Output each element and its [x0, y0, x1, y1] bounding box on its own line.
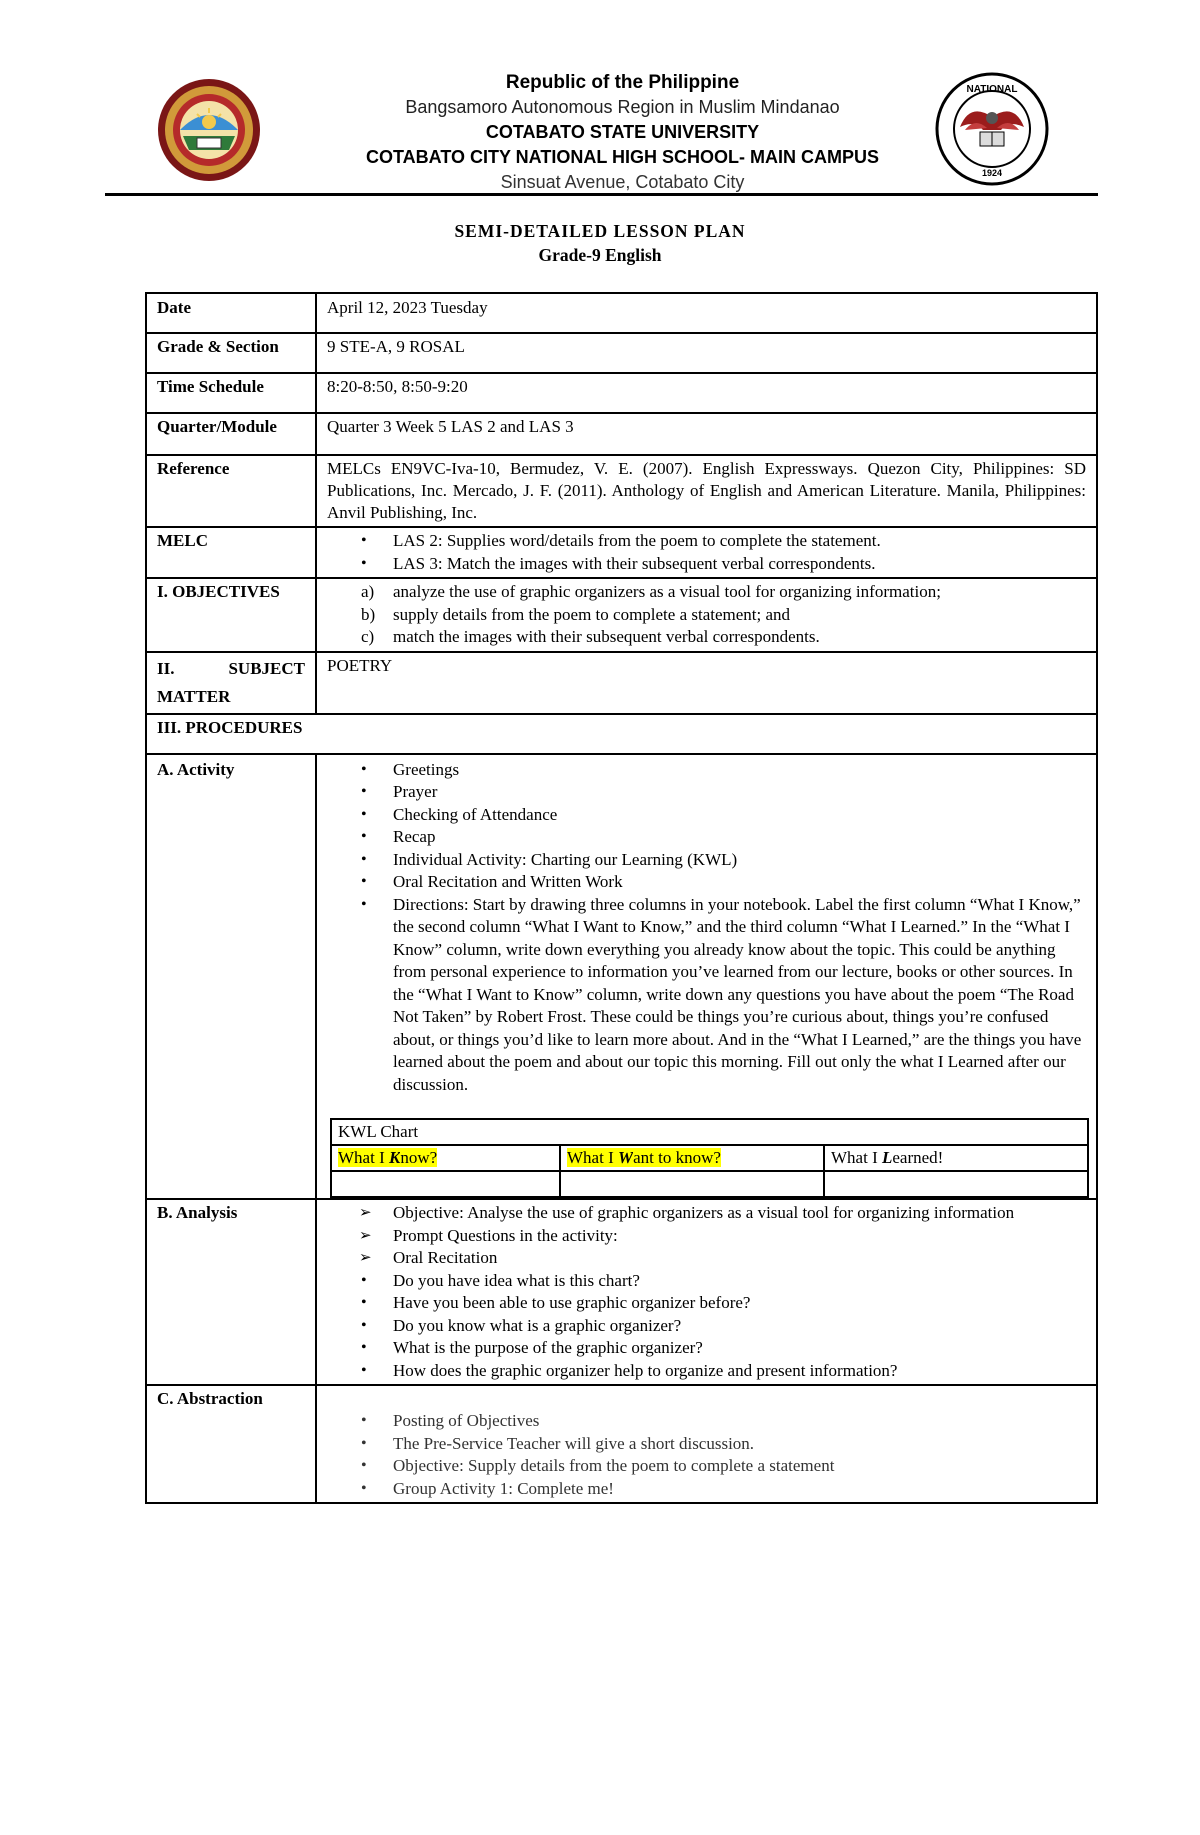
analysis-arrow-item: ➢ Oral Recitation [393, 1247, 1086, 1270]
logo-top-text: NATIONAL [966, 84, 1018, 95]
abstraction-label: C. Abstraction [146, 1385, 316, 1503]
analysis-label: B. Analysis [146, 1199, 316, 1385]
analysis-question: • Do you know what is a graphic organizer? [393, 1315, 1086, 1338]
kwl-col-know [331, 1145, 560, 1171]
analysis-question: • Do you have idea what is this chart? [393, 1270, 1086, 1293]
kwl-col-learned-part: What I [831, 1148, 882, 1167]
analysis-question: • How does the graphic organizer help to organize and present information? [393, 1360, 1086, 1383]
document-subtitle: Grade-9 English [538, 245, 662, 265]
objective-marker: a) [361, 582, 375, 601]
activity-item: • Individual Activity: Charting our Learning (KWL) [393, 849, 1086, 872]
analysis-question: • What is the purpose of the graphic organizer? [393, 1337, 1086, 1360]
objective-marker: b) [361, 604, 376, 624]
grade-label: Grade & Section [146, 333, 316, 373]
kwl-col-want-letter: W [617, 1148, 634, 1167]
time-label: Time Schedule [146, 373, 316, 413]
kwl-col-want [560, 1145, 824, 1171]
objective-marker: c) [361, 627, 375, 646]
subject-label-part: MATTER [157, 686, 231, 706]
melc-item: • LAS 3: Match the images with their subsequent verbal correspondents. [393, 553, 1086, 576]
lesson-plan-table [145, 292, 1098, 1504]
kwl-col-learned-part: earned! [892, 1148, 944, 1167]
melc-list [327, 530, 1086, 575]
abstraction-item: • Objective: Supply details from the poem to complete a statement [393, 1455, 1086, 1478]
activity-item: • Greetings [393, 759, 1086, 782]
row-subject-matter [146, 652, 1097, 714]
activity-item: • Checking of Attendance [393, 804, 1086, 827]
subject-value: POETRY [316, 652, 1097, 714]
date-label: Date [146, 293, 316, 333]
time-value: 8:20-8:50, 8:50-9:20 [316, 373, 1097, 413]
kwl-col-want-part: ant to know? [633, 1148, 721, 1167]
analysis-question: • Have you been able to use graphic organizer before? [393, 1292, 1086, 1315]
row-melc [146, 527, 1097, 578]
activity-item: • Prayer [393, 781, 1086, 804]
kwl-col-learned-letter: L [881, 1148, 893, 1167]
analysis-arrow-list [327, 1202, 1086, 1270]
objective-item [361, 626, 1086, 649]
kwl-cell-empty [331, 1171, 560, 1197]
row-abstraction [146, 1385, 1097, 1503]
document-title: SEMI-DETAILED LESSON PLAN [454, 221, 746, 241]
address-line: Sinsuat Avenue, Cotabato City [500, 172, 745, 192]
subject-label-part: II. [157, 658, 175, 678]
quarter-value: Quarter 3 Week 5 LAS 2 and LAS 3 [316, 413, 1097, 455]
row-reference [146, 455, 1097, 527]
row-quarter [146, 413, 1097, 455]
objective-text: match the images with their subsequent verbal correspondents. [393, 627, 820, 646]
procedures-label: III. PROCEDURES [146, 714, 1097, 754]
kwl-cell-empty [824, 1171, 1088, 1197]
row-activity [146, 754, 1097, 1200]
row-procedures [146, 714, 1097, 754]
objectives-list [327, 581, 1086, 649]
row-grade [146, 333, 1097, 373]
melc-item: • LAS 2: Supplies word/details from the poem to complete the statement. [393, 530, 1086, 553]
subject-label [146, 652, 316, 714]
objective-item [361, 581, 1086, 604]
row-analysis [146, 1199, 1097, 1385]
high-school-seal-logo [935, 72, 1050, 187]
kwl-col-know-part: now? [400, 1148, 438, 1167]
header-divider [105, 193, 1098, 196]
activity-directions: • Directions: Start by drawing three columns in your notebook. Label the first column “What I Know,” the second column “What I Want to Know,” and the third column “What I Learned.” In the “What I Know” column, write down everything you already know about the topic. This could be anything from personal experience to information you’ve learned from our lecture, books or other sources. In the “What I Want to Know” column, write down any questions you have about the poem “The Road Not Taken” by Robert Frost. These could be things you’re curious about, things you’re confused about, or things you’d like to learn more about. And in the “What I Learned,” are the things you have learned about the poem and about our topic this morning. Fill out only the what I Learned after our discussion. [393, 894, 1086, 1097]
abstraction-item: • The Pre-Service Teacher will give a short discussion. [393, 1433, 1086, 1456]
subject-label-part: SUBJECT [228, 658, 305, 678]
kwl-col-want-part: What I [567, 1148, 618, 1167]
reference-value: MELCs EN9VC-Iva-10, Bermudez, V. E. (2007). English Expressways. Quezon City, Philippines: SD Publications, Inc. Mercado, J. F. (2011). Anthology of English and American Literature. Manila, Philippines: Anvil Publishing, Inc. [316, 455, 1097, 527]
grade-value: 9 STE-A, 9 ROSAL [316, 333, 1097, 373]
university-line: COTABATO STATE UNIVERSITY [485, 122, 760, 142]
reference-label: Reference [146, 455, 316, 527]
kwl-chart [330, 1118, 1089, 1198]
republic-line: Republic of the Philippine [505, 72, 740, 93]
objective-text: analyze the use of graphic organizers as a visual tool for organizing information; [393, 582, 941, 601]
abstraction-list [327, 1410, 1086, 1500]
kwl-col-know-part: What I [338, 1148, 389, 1167]
region-line: Bangsamoro Autonomous Region in Muslim Mindanao [405, 97, 840, 117]
kwl-chart-title: KWL Chart [331, 1119, 1088, 1145]
abstraction-item: • Group Activity 1: Complete me! [393, 1478, 1086, 1501]
quarter-label: Quarter/Module [146, 413, 316, 455]
date-value: April 12, 2023 Tuesday [316, 293, 1097, 333]
abstraction-item: • Posting of Objectives [393, 1410, 1086, 1433]
objectives-label: I. OBJECTIVES [146, 578, 316, 652]
kwl-col-learned [824, 1145, 1088, 1171]
school-line: COTABATO CITY NATIONAL HIGH SCHOOL- MAIN CAMPUS [366, 147, 879, 167]
kwl-col-know-letter: K [388, 1148, 401, 1167]
analysis-arrow-item: ➢ Prompt Questions in the activity: [393, 1225, 1086, 1248]
objective-text: supply details from the poem to complete a statement; and [393, 604, 791, 624]
analysis-question-list [327, 1270, 1086, 1383]
row-objectives [146, 578, 1097, 652]
activity-label: A. Activity [146, 754, 316, 1200]
logo-year-text: 1924 [981, 168, 1003, 178]
activity-item: • Oral Recitation and Written Work [393, 871, 1086, 894]
row-date [146, 293, 1097, 333]
activity-list [327, 759, 1086, 1097]
kwl-cell-empty [560, 1171, 824, 1197]
activity-item: • Recap [393, 826, 1086, 849]
melc-label: MELC [146, 527, 316, 578]
objective-item [361, 604, 1086, 627]
analysis-arrow-item: ➢ Objective: Analyse the use of graphic organizers as a visual tool for organizing information [393, 1202, 1086, 1225]
row-time [146, 373, 1097, 413]
